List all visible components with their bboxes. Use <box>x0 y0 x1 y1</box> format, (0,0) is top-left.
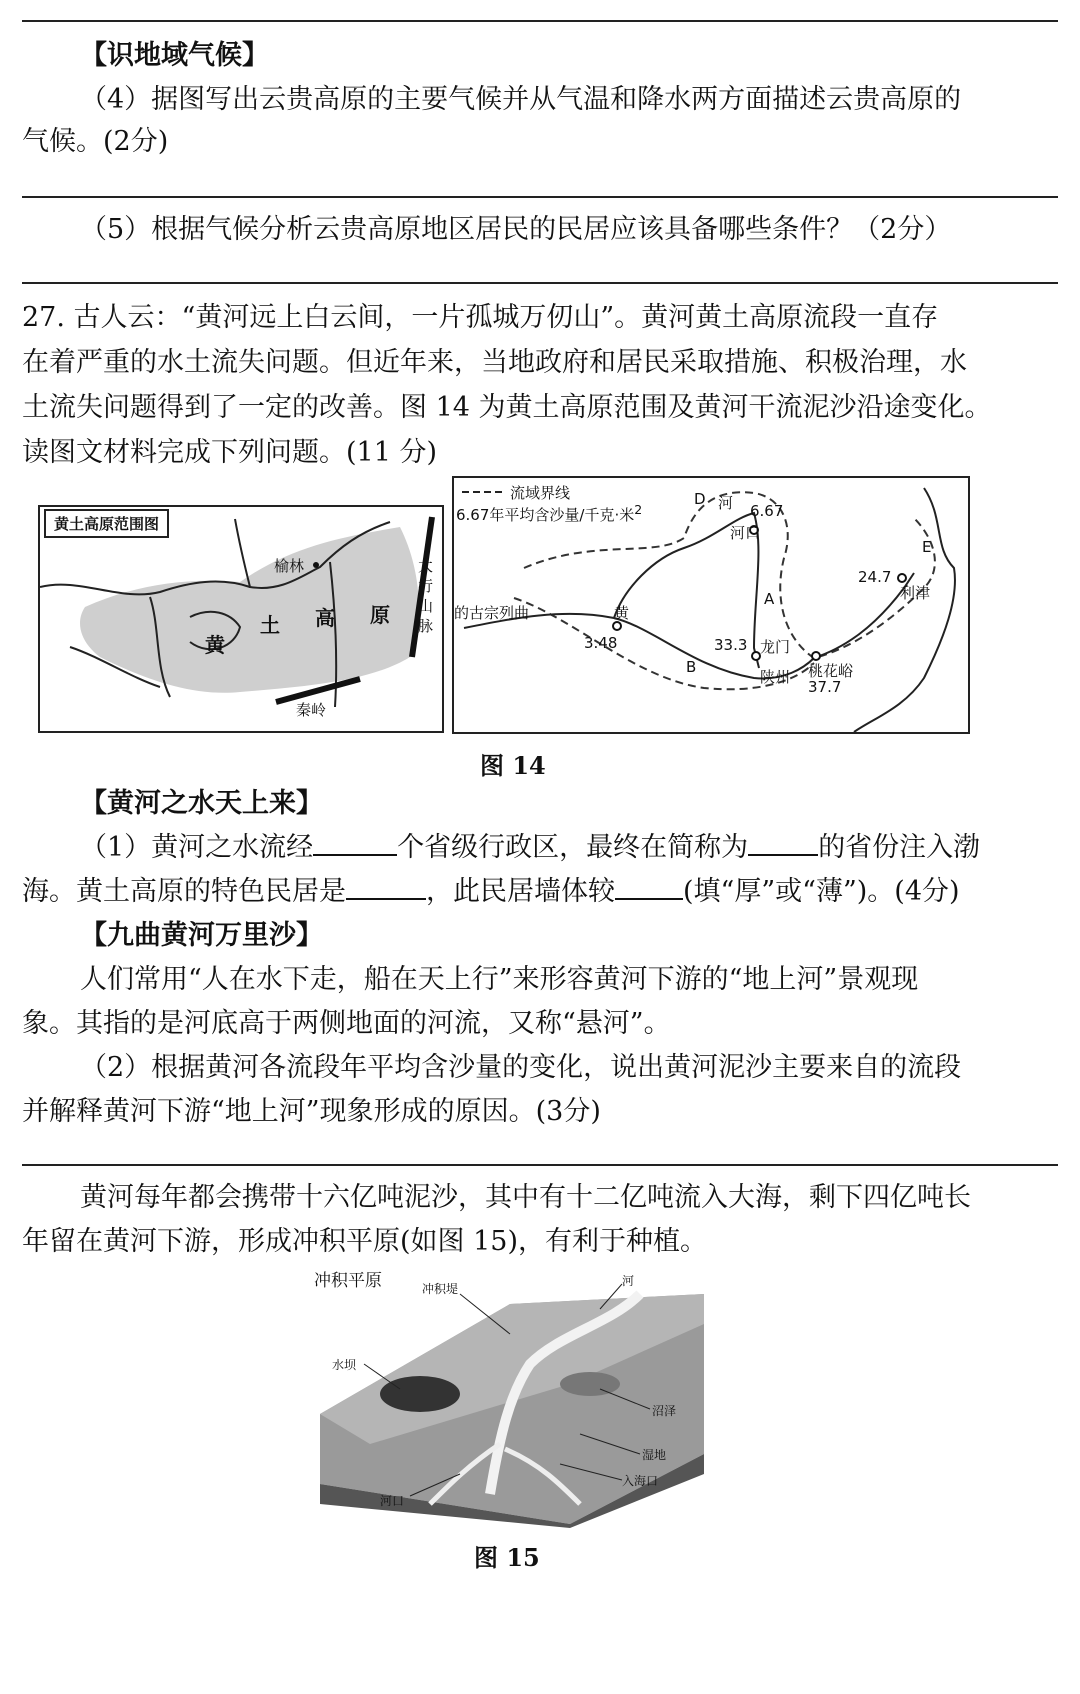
label-qinling: 秦岭 <box>296 701 327 719</box>
delta-line1: 黄河每年都会携带十六亿吨泥沙，其中有十二亿吨流入大海，剩下四亿吨长 <box>80 1182 971 1213</box>
label-huang: 黄 <box>205 633 225 657</box>
blank-province-count[interactable] <box>313 830 397 856</box>
q27-line4: 读图文材料完成下列问题。(11 分) <box>22 437 438 468</box>
q1-part-d: 海。黄土高原的特色民居是 <box>22 876 346 907</box>
label-348: 3.48 <box>584 634 618 652</box>
q1-line2 <box>22 874 960 910</box>
q5-text: （5）根据气候分析云贵高原地区居民的民居应该具备哪些条件？（2分） <box>80 214 952 245</box>
q27-line3: 土流失问题得到了一定的改善。图 14 为黄土高原范围及黄河干流泥沙沿途变化。 <box>22 392 992 423</box>
q1-part-f: (填“厚”或“薄”)。(4分) <box>683 876 960 907</box>
yellow-river-sediment-map <box>452 476 970 734</box>
answer-line-q4 <box>22 196 1058 198</box>
p1-line1: 人们常用“人在水下走，船在天上行”来形容黄河下游的“地上河”景观现 <box>80 964 919 995</box>
q1-line1 <box>80 830 980 866</box>
blank-dwelling[interactable] <box>346 874 426 900</box>
alluvial-plain-figure <box>310 1264 704 1528</box>
blank-wall-thickness[interactable] <box>615 874 683 900</box>
label-river-fig15: 河 <box>622 1274 635 1288</box>
q1-part-c: 的省份注入渤 <box>818 832 981 863</box>
q27-line2: 在着严重的水土流失问题。但近年来，当地政府和居民采取措施、积极治理，水 <box>22 347 967 378</box>
p1-line2: 象。其指的是河底高于两侧地面的河流，又称“悬河”。 <box>22 1008 671 1039</box>
q4-line2: 气候。(2分) <box>22 126 169 157</box>
delta-line2: 年留在黄河下游，形成冲积平原(如图 15)，有利于种植。 <box>22 1226 708 1257</box>
answer-line-q5 <box>22 282 1058 284</box>
label-lijin: 利津 <box>900 584 931 602</box>
q1-part-b: 个省级行政区，最终在简称为 <box>397 832 749 863</box>
label-river-top: 河 <box>718 494 734 512</box>
label-swamp: 沼泽 <box>652 1404 677 1418</box>
label-hekou: 河口 <box>730 524 761 542</box>
rule-top <box>22 20 1058 22</box>
q1-part-a: （1）黄河之水流经 <box>80 832 314 863</box>
legend-sediment-sup: 2 <box>634 502 643 517</box>
label-mai: 脉 <box>418 617 434 635</box>
climate-heading: 【识地域气候】 <box>80 40 269 71</box>
label-wetland: 湿地 <box>642 1448 667 1462</box>
q4-line1: （4）据图写出云贵高原的主要气候并从气温和降水两方面描述云贵高原的 <box>80 84 962 115</box>
label-D: D <box>694 490 706 508</box>
legend-boundary: 流域界线 <box>510 484 571 502</box>
label-yulin: 榆林 <box>274 557 305 575</box>
label-longmen: 龙门 <box>760 638 791 656</box>
legend-sediment-text: 6.67年平均含沙量/千克·米 <box>456 506 635 524</box>
fig14-caption: 图 14 <box>480 751 546 780</box>
label-huang-river: 黄 <box>614 604 630 622</box>
label-guzonglieqv: 的古宗列曲 <box>454 604 530 622</box>
label-dam: 水坝 <box>332 1358 357 1372</box>
blank-province-abbr[interactable] <box>748 830 818 856</box>
label-tai: 太 <box>418 557 434 575</box>
label-mouth-sea: 入海口 <box>622 1474 659 1488</box>
legend-sediment <box>456 502 642 525</box>
q1-part-e: ，此民居墙体较 <box>426 876 615 907</box>
label-333: 33.3 <box>714 636 748 654</box>
label-247: 24.7 <box>858 568 892 586</box>
sand-heading: 【九曲黄河万里沙】 <box>80 920 323 951</box>
label-levee: 冲积堤 <box>422 1282 459 1296</box>
label-667: 6.67 <box>750 502 784 520</box>
yellow-heading: 【黄河之水天上来】 <box>80 788 323 819</box>
q2-line1: （2）根据黄河各流段年平均含沙量的变化，说出黄河泥沙主要来自的流段 <box>80 1052 962 1083</box>
loess-plateau-map <box>38 505 444 733</box>
label-shan: 山 <box>418 597 434 615</box>
label-mouth: 河口 <box>380 1494 405 1508</box>
label-B: B <box>686 658 697 676</box>
answer-line-q2 <box>22 1164 1058 1166</box>
q2-line2: 并解释黄河下游“地上河”现象形成的原因。(3分) <box>22 1096 601 1127</box>
label-xing: 行 <box>418 577 434 595</box>
label-taohuayu: 桃花峪 <box>808 662 854 680</box>
label-tu: 土 <box>260 613 280 637</box>
label-A: A <box>764 590 775 608</box>
label-E: E <box>922 538 932 556</box>
left-map-title: 黄土高原范围图 <box>44 509 169 538</box>
label-gao: 高 <box>315 606 335 630</box>
q27-line1: 27. 古人云：“黄河远上白云间，一片孤城万仞山”。黄河黄土高原流段一直存 <box>22 302 939 333</box>
fig15-caption: 图 15 <box>474 1543 540 1572</box>
label-yuan: 原 <box>370 603 390 627</box>
label-377: 37.7 <box>808 678 842 696</box>
label-shanzhou: 陕州 <box>760 668 791 686</box>
fig15-title: 冲积平原 <box>314 1271 382 1291</box>
